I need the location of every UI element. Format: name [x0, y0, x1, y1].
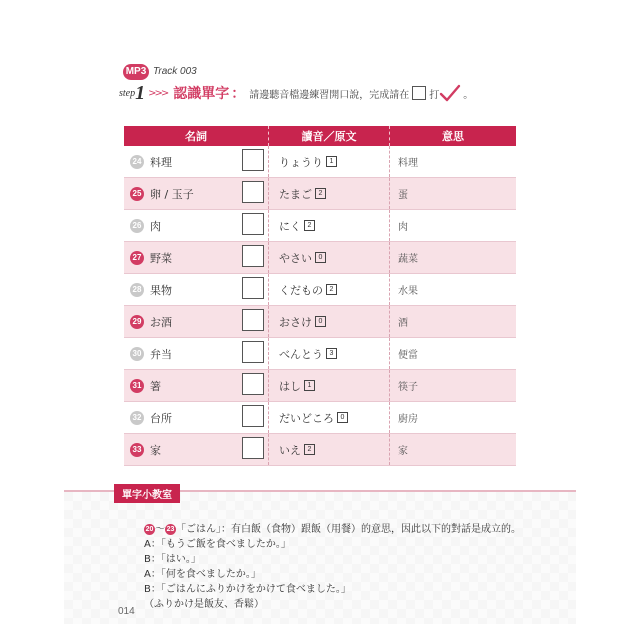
checkbox-sample-icon [412, 86, 426, 100]
meaning-cell: 家 [398, 446, 408, 457]
tip-line-1-text: 「ごはん」：有白飯（食物）跟飯（用餐）的意思，因此以下的對話是成立的。 [176, 524, 521, 535]
meaning-cell: 廚房 [398, 414, 418, 425]
item-number-badge: 31 [130, 379, 144, 393]
table-header [124, 126, 516, 146]
reading-cell [269, 210, 390, 241]
instruction-text: 請邊聽音檔邊練習開口說，完成請在 [249, 89, 410, 101]
word-cell [124, 210, 269, 241]
word-cell [124, 274, 269, 305]
word-text: 家 [150, 443, 161, 457]
reading-cell [269, 306, 390, 337]
item-number-badge: 33 [130, 443, 144, 457]
kana-text: やさい [279, 251, 312, 265]
pitch-accent-badge: 0 [337, 412, 348, 423]
tip-line-6: （ふりかけ是飯友、香鬆） [144, 599, 264, 610]
mp3-badge: MP3 [123, 64, 149, 80]
word-text: 料理 [150, 155, 172, 169]
meaning-cell: 蔬菜 [398, 254, 418, 265]
pitch-accent-badge: 1 [304, 380, 315, 391]
kana-text: りょうり [279, 155, 323, 169]
item-number-badge: 25 [130, 187, 144, 201]
word-cell [124, 242, 269, 273]
item-number-badge: 32 [130, 411, 144, 425]
kana-text: べんとう [279, 347, 323, 361]
word-text: 箸 [150, 379, 161, 393]
word-text: 台所 [150, 411, 172, 425]
reading-cell [269, 338, 390, 369]
table-row [124, 370, 516, 402]
table-row [124, 306, 516, 338]
step-heading [119, 82, 473, 104]
tip-text [144, 522, 521, 612]
practice-checkbox[interactable] [242, 373, 264, 395]
word-text: 野菜 [150, 251, 172, 265]
header-reading: 讀音／原文 [269, 126, 390, 146]
kana-text: いえ [279, 443, 301, 457]
meaning-cell: 便當 [398, 350, 418, 361]
table-row [124, 402, 516, 434]
kana-text: にく [279, 219, 301, 233]
tip-line-2: A：「もうご飯を食べましたか。」 [144, 539, 291, 550]
word-text: 卵 / 玉子 [150, 187, 194, 201]
table-row [124, 338, 516, 370]
reading-cell [269, 178, 390, 209]
practice-checkbox[interactable] [242, 341, 264, 363]
word-cell [124, 434, 269, 465]
practice-checkbox[interactable] [242, 405, 264, 427]
reading-cell [269, 434, 390, 465]
tip-panel [64, 490, 576, 624]
table-row [124, 274, 516, 306]
item-number-badge: 30 [130, 347, 144, 361]
meaning-cell: 酒 [398, 318, 408, 329]
vocab-table [124, 126, 516, 466]
range-start-badge: 20 [145, 525, 154, 533]
meaning-cell: 水果 [398, 286, 418, 297]
tip-line-4: A：「何を食べましたか。」 [144, 569, 261, 580]
word-text: お酒 [150, 315, 172, 329]
practice-checkbox[interactable] [242, 309, 264, 331]
reading-cell [269, 146, 390, 177]
step-number: 1 [135, 81, 146, 104]
table-row [124, 178, 516, 210]
word-cell [124, 146, 269, 177]
item-number-badge: 28 [130, 283, 144, 297]
item-number-badge: 29 [130, 315, 144, 329]
kana-text: だいどころ [279, 411, 334, 425]
instruction-mid: 打 [429, 89, 440, 101]
table-body [124, 146, 516, 466]
word-text: 果物 [150, 283, 172, 297]
word-cell [124, 178, 269, 209]
practice-checkbox[interactable] [242, 437, 264, 459]
reading-cell [269, 274, 390, 305]
meaning-cell: 筷子 [398, 382, 418, 393]
tip-line-3: B：「はい。」 [144, 554, 201, 565]
meaning-cell: 肉 [398, 222, 408, 233]
meaning-cell: 蛋 [398, 190, 408, 201]
header-meaning: 意思 [442, 130, 464, 143]
practice-checkbox[interactable] [242, 245, 264, 267]
pitch-accent-badge: 2 [304, 444, 315, 455]
table-row [124, 210, 516, 242]
section-colon: ： [231, 86, 246, 102]
pitch-accent-badge: 2 [326, 284, 337, 295]
range-sep: ～ [155, 524, 165, 535]
pitch-accent-badge: 2 [304, 220, 315, 231]
word-cell [124, 306, 269, 337]
word-text: 肉 [150, 219, 161, 233]
word-cell [124, 338, 269, 369]
word-cell [124, 370, 269, 401]
tip-label: 單字小教室 [114, 484, 180, 503]
word-cell [124, 402, 269, 433]
header-noun: 名詞 [124, 126, 269, 146]
chevrons-icon: >>> [148, 87, 168, 99]
kana-text: くだもの [279, 283, 323, 297]
item-number-badge: 24 [130, 155, 144, 169]
item-number-badge: 27 [130, 251, 144, 265]
reading-cell [269, 402, 390, 433]
tip-line-5: B：「ごはんにふりかけをかけて食べました。」 [144, 584, 351, 595]
practice-checkbox[interactable] [242, 213, 264, 235]
checkmark-icon [439, 84, 461, 102]
track-label: Track 003 [153, 66, 197, 77]
table-row [124, 242, 516, 274]
pitch-accent-badge: 0 [315, 316, 326, 327]
page-number: 014 [118, 606, 135, 617]
instruction-end: 。 [463, 89, 474, 101]
practice-checkbox[interactable] [242, 149, 264, 171]
table-row [124, 146, 516, 178]
pitch-accent-badge: 3 [326, 348, 337, 359]
reading-cell [269, 242, 390, 273]
table-row [124, 434, 516, 466]
range-end-badge: 23 [166, 525, 175, 533]
kana-text: はし [279, 379, 301, 393]
kana-text: おさけ [279, 315, 312, 329]
tip-line-1 [144, 522, 521, 537]
reading-cell [269, 370, 390, 401]
step-word: step [119, 87, 136, 99]
practice-checkbox[interactable] [242, 277, 264, 299]
practice-checkbox[interactable] [242, 181, 264, 203]
section-title: 認識單字 [173, 86, 230, 102]
pitch-accent-badge: 0 [315, 252, 326, 263]
word-text: 弁当 [150, 347, 172, 361]
meaning-cell: 料理 [398, 158, 418, 169]
pitch-accent-badge: 1 [326, 156, 337, 167]
item-number-badge: 26 [130, 219, 144, 233]
pitch-accent-badge: 2 [315, 188, 326, 199]
kana-text: たまご [279, 187, 312, 201]
